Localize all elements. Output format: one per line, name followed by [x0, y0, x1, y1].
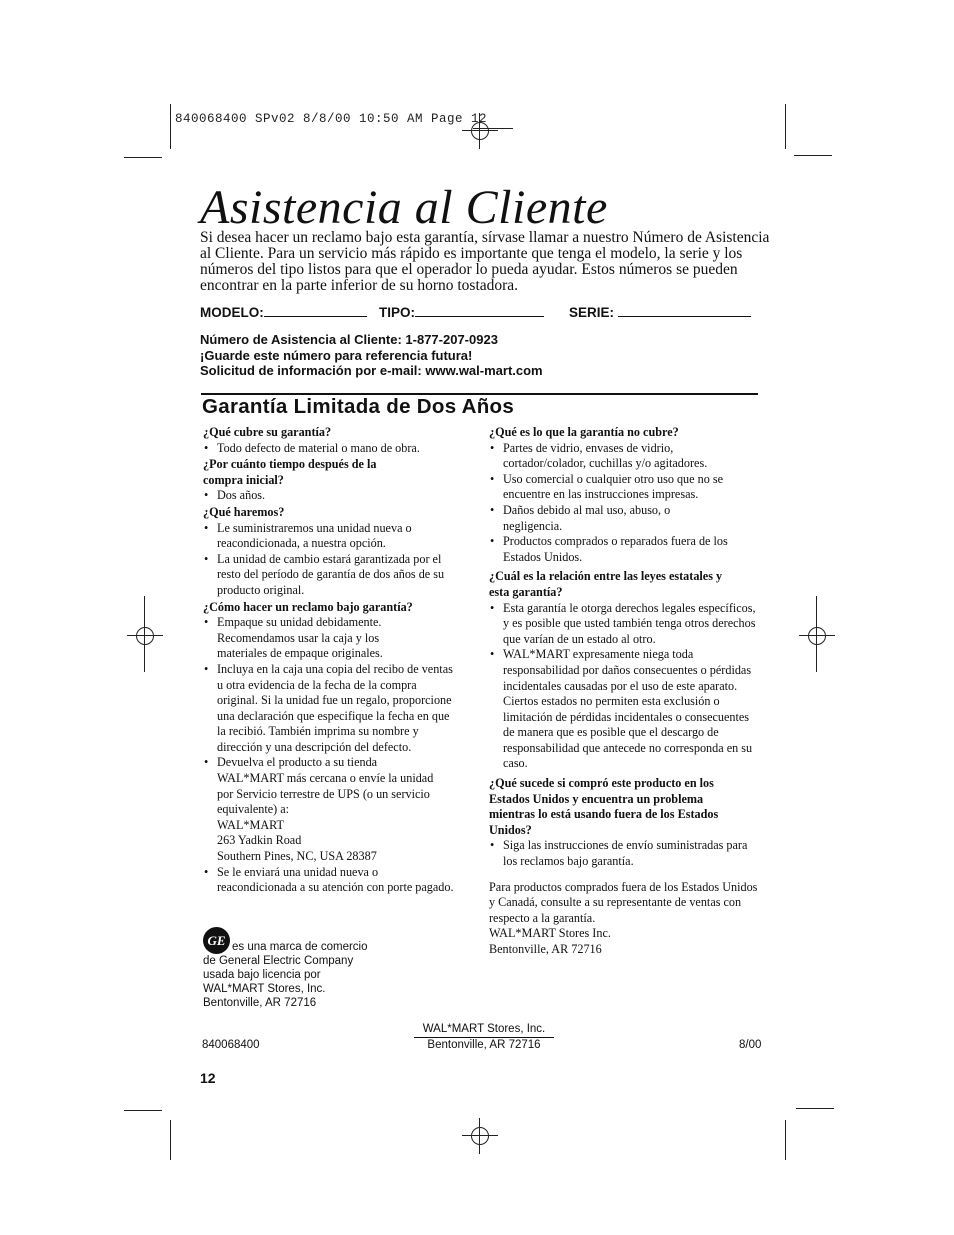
question-state-laws: ¿Cuál es la relación entre las leyes estatales y esta garantía?	[489, 569, 723, 599]
type-field	[379, 304, 544, 320]
return-address-street: 263 Yadkin Road	[217, 833, 302, 848]
model-label: MODELO:	[200, 305, 264, 320]
contact-block	[200, 332, 543, 379]
question-not-covered: ¿Qué es lo que la garantía no cubre?	[489, 425, 679, 439]
crop-mark-top-left-h	[124, 157, 162, 158]
crop-mark-bottom-left	[170, 1120, 171, 1160]
list-item: • Empaque su unidad debidamente. Recomendamos usar la caja y los materiales de empaque originales.	[203, 615, 417, 662]
list-item: • La unidad de cambio estará garantizada por el resto del período de garantía de dos años de su producto original.	[203, 552, 449, 599]
footer-company-block	[414, 1022, 554, 1053]
list-item: • Esta garantía le otorga derechos legales específicos, y es posible que usted también tenga otros derechos que varían de un estado al otro.	[489, 601, 761, 648]
crop-mark-top-right	[785, 104, 786, 149]
footer-code: 840068400	[202, 1039, 260, 1051]
return-address-name: WAL*MART	[217, 817, 284, 832]
crop-mark-top-left	[170, 104, 171, 149]
crop-mark-left-vertical	[144, 596, 145, 672]
ge-note-line: es una marca de comercio	[232, 941, 368, 953]
outside-purchase-note: Para productos comprados fuera de los Estados Unidos y Canadá, consulte a su representante de ventas con respecto a la garantía.	[489, 879, 758, 925]
question-duration: ¿Por cuánto tiempo después de la compra inicial?	[203, 457, 377, 487]
serial-label: SERIE:	[569, 305, 615, 320]
print-slug: 840068400 SPv02 8/8/00 10:50 AM Page 12	[175, 112, 488, 126]
intro-paragraph: Si desea hacer un reclamo bajo esta garantía, sírvase llamar a nuestro Número de Asistencia al Cliente. Para un servicio más rápido es importante que tenga el modelo, la serie y los números del tipo listos para que el operador lo pueda ayudar. Estos números se pueden encontrar en la parte inferior de su horno tostadora.	[200, 229, 770, 294]
model-blank	[264, 304, 367, 317]
registration-mark-right	[799, 618, 835, 654]
list-item: • Todo defecto de material o mano de obra.	[203, 441, 465, 457]
crop-mark-top-right-h	[794, 155, 832, 156]
outside-address-city: Bentonville, AR 72716	[489, 942, 602, 956]
registration-mark-bottom	[462, 1118, 498, 1154]
registration-mark-left	[127, 618, 163, 654]
model-field	[200, 304, 367, 320]
question-outside-us: ¿Qué sucede si compró este producto en los Estados Unidos y encuentra un problema mientras lo está usando fuera de los Estados Unidos?	[489, 776, 719, 837]
list-item: • Dos años.	[203, 488, 465, 504]
outside-address-name: WAL*MART Stores Inc.	[489, 926, 611, 941]
warranty-heading: Garantía Limitada de Dos Años	[202, 395, 515, 418]
ge-note-line: Bentonville, AR 72716	[203, 997, 317, 1009]
question-coverage: ¿Qué cubre su garantía?	[203, 425, 332, 439]
contact-phone: Número de Asistencia al Cliente: 1-877-207-0923	[200, 332, 498, 347]
contact-keep-note: ¡Guarde este número para referencia futura!	[200, 347, 473, 363]
page-title: Asistencia al Cliente	[200, 181, 608, 234]
list-item: • Se le enviará una unidad nueva o reacondicionada a su atención con porte pagado.	[203, 865, 457, 896]
return-instructions: Devuelva el producto a su tienda WAL*MART más cercana o envíe la unidad por Servicio terrestre de UPS (o un servicio equivalente) a:	[217, 755, 434, 817]
type-blank	[415, 304, 544, 317]
contact-email: Solicitud de información por e-mail: www.wal-mart.com	[200, 363, 543, 378]
serial-field	[569, 304, 751, 320]
list-item: • Daños debido al mal uso, abuso, o negligencia.	[489, 503, 718, 534]
ge-note-line: de General Electric Company	[203, 955, 354, 967]
left-column	[203, 424, 465, 896]
list-item: • Siga las instrucciones de envío suministradas para los reclamos bajo garantía.	[489, 838, 761, 869]
ge-trademark-note	[203, 927, 393, 1010]
ge-logo-icon: GE	[203, 927, 230, 954]
type-label: TIPO:	[379, 305, 415, 320]
page-number: 12	[200, 1070, 216, 1086]
right-column	[489, 424, 761, 958]
list-item: • WAL*MART expresamente niega toda responsabilidad por daños consecuentes o pérdidas incidentales causadas por el uso de este aparato. Ciertos estados no permiten esta exclusión o limitación de pérdidas incidentales o consecuentes de manera que es posible que el descargo de responsabilidad que antecede no corresponda en su caso.	[489, 647, 763, 772]
footer-date: 8/00	[739, 1039, 762, 1051]
list-item: • Productos comprados o reparados fuera de los Estados Unidos.	[489, 534, 743, 565]
crop-mark-bottom-right	[785, 1120, 786, 1160]
list-item: • Incluya en la caja una copia del recibo de ventas u otra evidencia de la fecha de la compra original. Si la unidad fue un regalo, proporcione una declaración que especifique la fecha en que la recibió. También imprima su nombre y dirección y una descripción del defecto.	[203, 662, 457, 756]
crop-mark-bottom-right-h	[796, 1108, 834, 1109]
ge-note-line: WAL*MART Stores, Inc.	[203, 983, 326, 995]
question-how-to-claim: ¿Cómo hacer un reclamo bajo garantía?	[203, 599, 413, 614]
serial-blank	[618, 304, 751, 317]
crop-mark-right-vertical	[816, 596, 817, 672]
list-item: • Uso comercial o cualquier otro uso que no se encuentre en las instrucciones impresas.	[489, 472, 761, 503]
list-item: • Le suministraremos una unidad nueva o reacondicionada, a nuestra opción.	[203, 521, 439, 552]
footer-city: Bentonville, AR 72716	[427, 1039, 541, 1051]
return-address-city: Southern Pines, NC, USA 28387	[217, 849, 377, 864]
crop-mark-bottom-left-h	[124, 1110, 162, 1111]
slug-underline	[473, 128, 513, 129]
list-item	[203, 755, 443, 864]
list-item: • Partes de vidrio, envases de vidrio, cortador/colador, cuchillas y/o agitadores.	[489, 441, 753, 472]
footer-company: WAL*MART Stores, Inc.	[414, 1022, 554, 1038]
ge-note-line: usada bajo licencia por	[203, 969, 321, 981]
question-what-we-do: ¿Qué haremos?	[203, 504, 285, 519]
